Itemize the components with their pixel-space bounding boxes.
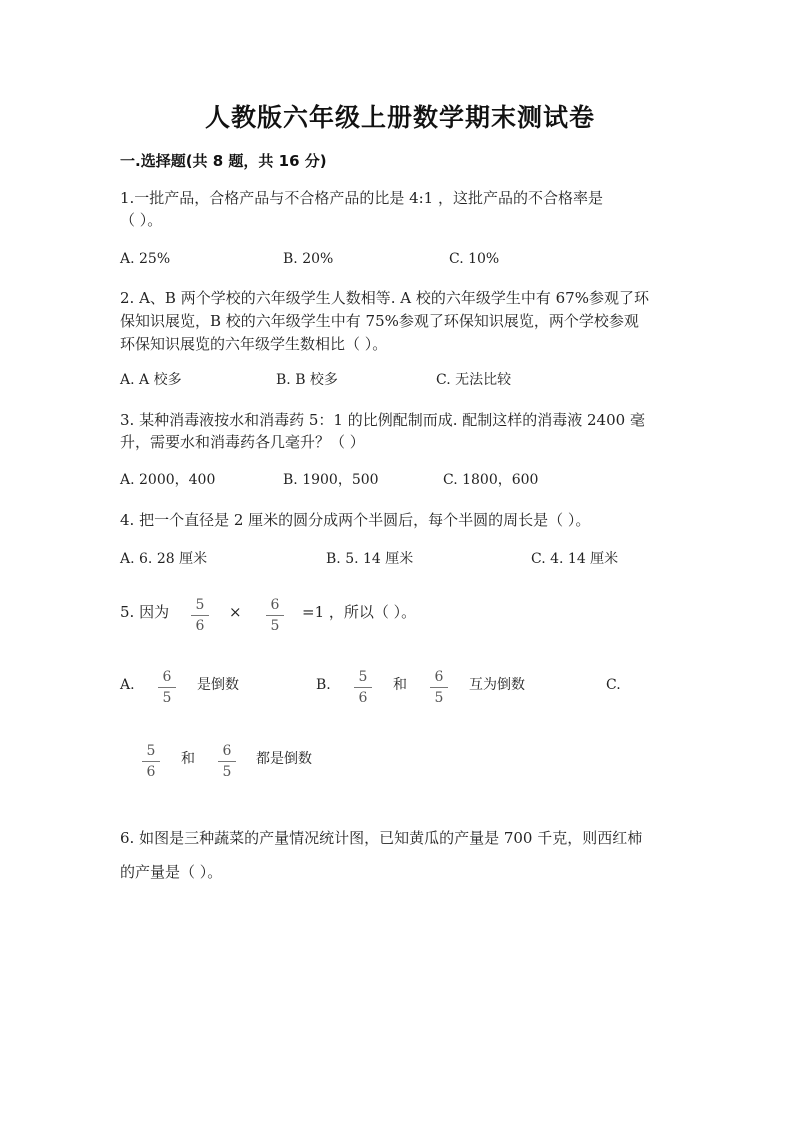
question-5-option-a-text: 是倒数 xyxy=(197,677,239,693)
question-5-option-c-and: 和 xyxy=(181,751,195,767)
fraction-denominator: 5 xyxy=(162,690,172,706)
fraction-denominator: 5 xyxy=(434,690,444,706)
times-sign: × xyxy=(229,603,242,621)
question-1-option-c: C. 10% xyxy=(449,251,500,267)
question-2-line-2: 保知识展览，B 校的六年级学生中有 75%参观了环保知识展览，两个学校参观 xyxy=(120,312,639,330)
fraction-bar xyxy=(354,687,372,688)
question-5-option-a-label: A. xyxy=(120,677,135,693)
question-2-line-3: 环保知识展览的六年级学生数相比（ ）。 xyxy=(120,335,388,353)
fraction-bar xyxy=(191,615,209,616)
fraction-numerator: 6 xyxy=(162,669,172,685)
question-5-option-b-and: 和 xyxy=(393,677,407,693)
fraction-5-6 xyxy=(189,597,211,634)
question-6-line-2: 的产量是（ ）。 xyxy=(120,863,223,881)
fraction-numerator: 6 xyxy=(222,743,232,759)
question-4-line-1: 4. 把一个直径是 2 厘米的圆分成两个半圆后，每个半圆的周长是（ ）。 xyxy=(120,511,591,529)
question-5-option-c-text: 都是倒数 xyxy=(256,751,312,767)
question-1-option-a: A. 25% xyxy=(120,251,171,267)
question-6-line-1: 6. 如图是三种蔬菜的产量情况统计图，已知黄瓜的产量是 700 千克，则西红柿 xyxy=(120,829,643,847)
fraction-numerator: 5 xyxy=(146,743,156,759)
fraction-6-5 xyxy=(264,597,286,634)
fraction-6-5 xyxy=(156,669,178,706)
question-3-line-1: 3. 某种消毒液按水和消毒药 5：1 的比例配制而成. 配制这样的消毒液 2400 毫 xyxy=(120,411,645,429)
fraction-numerator: 5 xyxy=(195,597,205,613)
fraction-bar xyxy=(430,687,448,688)
question-5-prefix: 5. 因为 xyxy=(120,603,170,621)
fraction-denominator: 6 xyxy=(146,764,156,780)
question-5-option-b-text: 互为倒数 xyxy=(469,677,525,693)
fraction-numerator: 6 xyxy=(434,669,444,685)
fraction-denominator: 6 xyxy=(358,690,368,706)
fraction-5-6 xyxy=(352,669,374,706)
question-4-option-b: B. 5. 14 厘米 xyxy=(326,551,414,567)
question-2-option-a: A. A 校多 xyxy=(120,372,182,388)
question-4-option-a: A. 6. 28 厘米 xyxy=(120,551,208,567)
fraction-5-6 xyxy=(140,743,162,780)
question-2-option-b: B. B 校多 xyxy=(276,372,338,388)
question-2-line-1: 2. A、B 两个学校的六年级学生人数相等. A 校的六年级学生中有 67%参观了环 xyxy=(120,289,649,307)
fraction-numerator: 6 xyxy=(270,597,280,613)
question-1-line-2: （ ）。 xyxy=(120,211,163,229)
question-1-option-b: B. 20% xyxy=(283,251,334,267)
fraction-denominator: 6 xyxy=(195,618,205,634)
fraction-denominator: 5 xyxy=(222,764,232,780)
fraction-6-5 xyxy=(428,669,450,706)
fraction-numerator: 5 xyxy=(358,669,368,685)
fraction-denominator: 5 xyxy=(270,618,280,634)
question-3-option-a: A. 2000，400 xyxy=(120,472,216,488)
fraction-bar xyxy=(142,761,160,762)
question-3-option-b: B. 1900，500 xyxy=(283,472,379,488)
fraction-bar xyxy=(218,761,236,762)
question-5-option-c-label: C. xyxy=(606,677,621,693)
question-1-line-1: 1.一批产品，合格产品与不合格产品的比是 4:1 ，这批产品的不合格率是 xyxy=(120,189,603,207)
question-3-option-c: C. 1800，600 xyxy=(443,472,539,488)
section-heading: 一.选择题(共 8 题，共 16 分) xyxy=(120,152,327,170)
question-4-option-c: C. 4. 14 厘米 xyxy=(531,551,619,567)
fraction-bar xyxy=(266,615,284,616)
question-3-line-2: 升，需要水和消毒药各几毫升？（ ） xyxy=(120,433,365,451)
fraction-6-5 xyxy=(216,743,238,780)
question-5-suffix: =1 ，所以（ ）。 xyxy=(302,603,417,621)
question-5-option-b-label: B. xyxy=(316,677,331,693)
question-2-option-c: C. 无法比较 xyxy=(436,372,512,388)
fraction-bar xyxy=(158,687,176,688)
page-title: 人教版六年级上册数学期末测试卷 xyxy=(204,103,595,132)
